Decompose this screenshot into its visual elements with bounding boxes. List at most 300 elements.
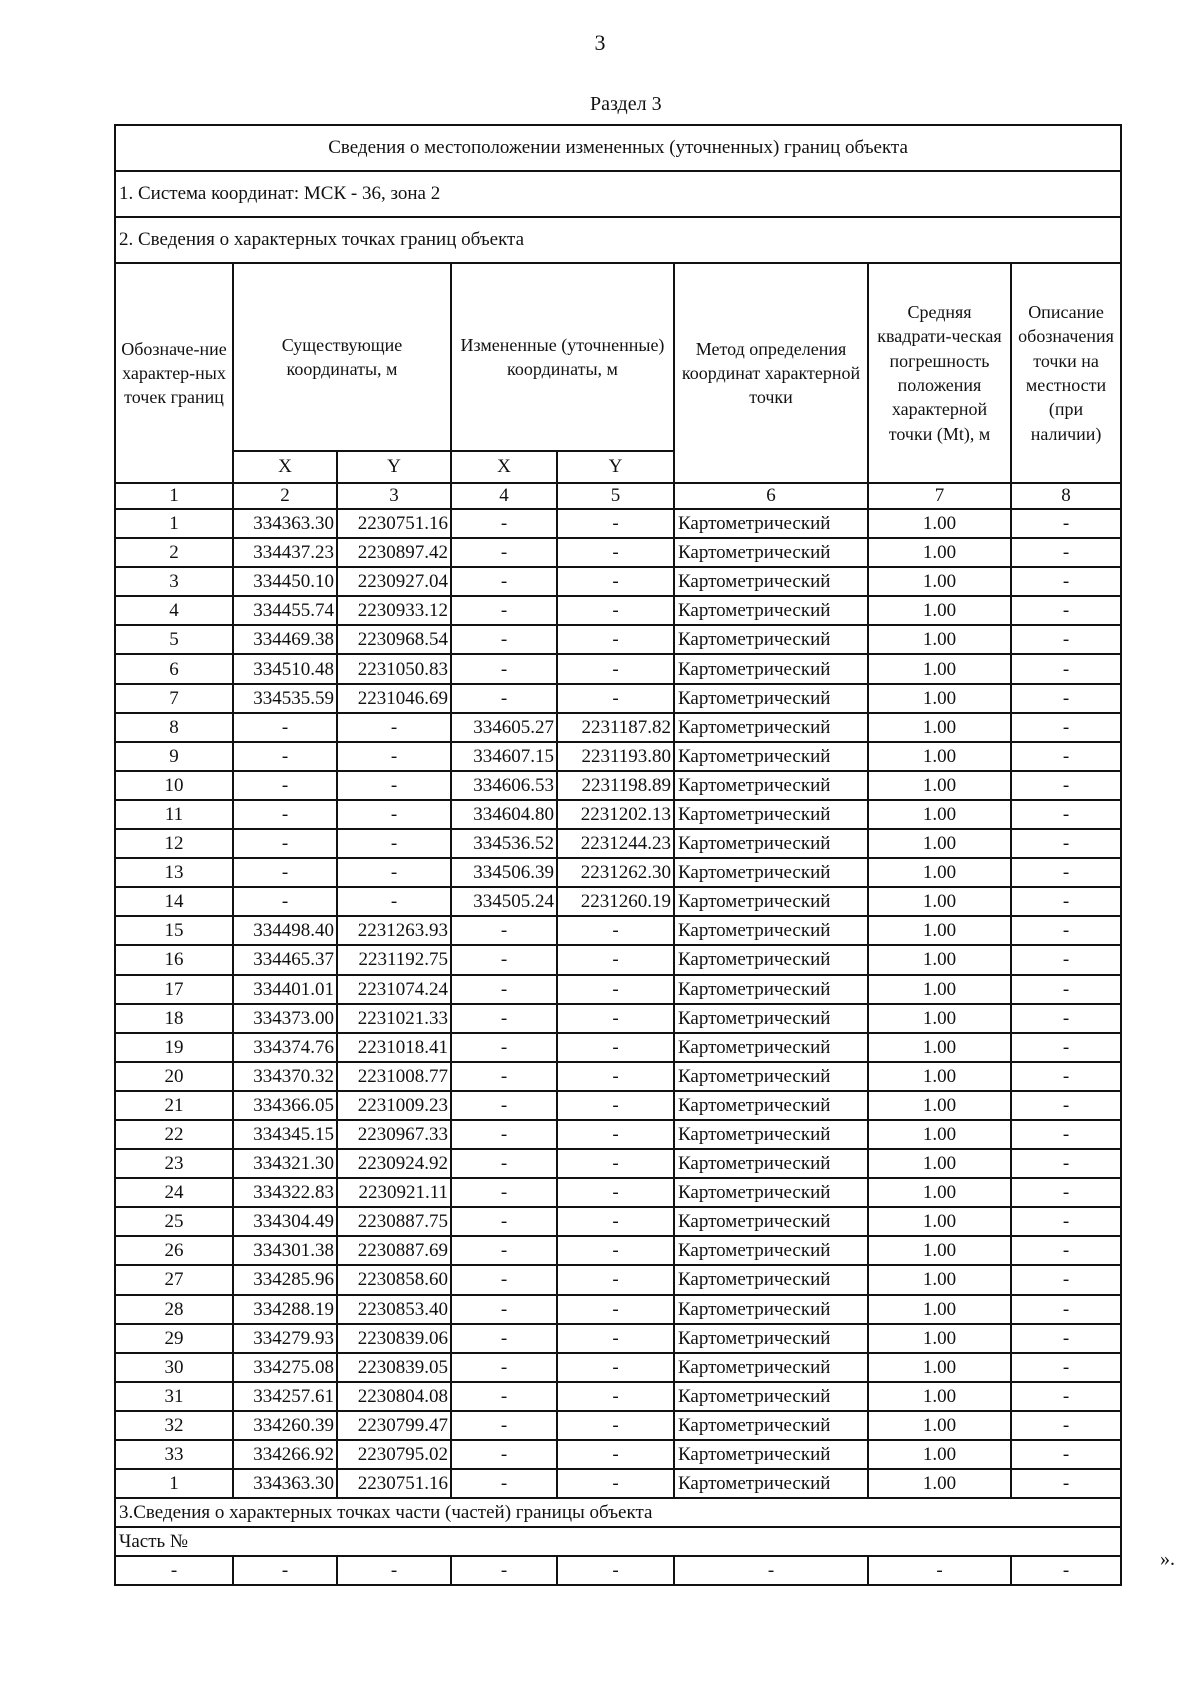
existing-y-cell: 2230799.47 [337,1411,451,1440]
point-id-cell: 2 [115,538,233,567]
method-cell: Картометрический [674,945,868,974]
changed-x-cell: - [451,1440,557,1469]
existing-y-cell: - [337,800,451,829]
error-cell: 1.00 [868,742,1011,771]
changed-x-cell: 334505.24 [451,887,557,916]
description-cell: - [1011,742,1121,771]
error-cell: 1.00 [868,1353,1011,1382]
description-cell: - [1011,771,1121,800]
changed-y-cell: - [557,975,674,1004]
changed-y-cell: - [557,625,674,654]
method-cell: Картометрический [674,1324,868,1353]
method-cell: Картометрический [674,1091,868,1120]
existing-x-cell: 334279.93 [233,1324,337,1353]
column-number: 7 [868,483,1011,509]
changed-y-cell: - [557,916,674,945]
existing-y-cell: - [337,829,451,858]
description-cell: - [1011,654,1121,683]
changed-y-cell: 2231198.89 [557,771,674,800]
changed-x-cell: - [451,1382,557,1411]
point-id-cell: 10 [115,771,233,800]
changed-x-cell: 334604.80 [451,800,557,829]
changed-y-cell: - [557,1265,674,1294]
existing-x-cell: - [233,858,337,887]
existing-x-cell: 334363.30 [233,1469,337,1498]
description-cell: - [1011,1324,1121,1353]
existing-y-cell: - [337,771,451,800]
description-cell: - [1011,1091,1121,1120]
description-cell: - [1011,829,1121,858]
existing-x-cell: 334288.19 [233,1295,337,1324]
existing-y-cell: 2230887.75 [337,1207,451,1236]
method-cell: Картометрический [674,800,868,829]
point-id-cell: 8 [115,713,233,742]
table-row [115,596,1121,625]
error-cell: 1.00 [868,858,1011,887]
table-row [115,1265,1121,1294]
changed-y-cell: 2231193.80 [557,742,674,771]
error-cell: 1.00 [868,654,1011,683]
point-id-cell: 13 [115,858,233,887]
header-existing-y: Y [337,451,451,483]
description-cell: - [1011,1120,1121,1149]
part-cell: - [674,1556,868,1585]
existing-y-cell: 2230933.12 [337,596,451,625]
description-cell: - [1011,1411,1121,1440]
point-id-cell: 5 [115,625,233,654]
description-cell: - [1011,1469,1121,1498]
point-id-cell: 29 [115,1324,233,1353]
part-cell: - [233,1556,337,1585]
method-cell: Картометрический [674,713,868,742]
description-cell: - [1011,1382,1121,1411]
table-row [115,713,1121,742]
method-cell: Картометрический [674,1382,868,1411]
method-cell: Картометрический [674,567,868,596]
method-cell: Картометрический [674,1411,868,1440]
description-cell: - [1011,567,1121,596]
changed-y-cell: 2231244.23 [557,829,674,858]
changed-x-cell: - [451,1411,557,1440]
changed-y-cell: 2231260.19 [557,887,674,916]
error-cell: 1.00 [868,1207,1011,1236]
changed-y-cell: - [557,509,674,538]
method-cell: Картометрический [674,742,868,771]
changed-y-cell: - [557,1469,674,1498]
description-cell: - [1011,1149,1121,1178]
existing-y-cell: 2230921.11 [337,1178,451,1207]
existing-x-cell: 334266.92 [233,1440,337,1469]
point-id-cell: 21 [115,1091,233,1120]
changed-x-cell: 334536.52 [451,829,557,858]
existing-y-cell: 2230853.40 [337,1295,451,1324]
existing-x-cell: - [233,829,337,858]
point-id-cell: 24 [115,1178,233,1207]
changed-y-cell: - [557,945,674,974]
coordinate-system: 1. Система координат: МСК - 36, зона 2 [115,171,1121,217]
changed-y-cell: - [557,1033,674,1062]
method-cell: Картометрический [674,654,868,683]
point-id-cell: 6 [115,654,233,683]
existing-x-cell: 334535.59 [233,684,337,713]
description-cell: - [1011,625,1121,654]
table-row [115,1236,1121,1265]
description-cell: - [1011,1178,1121,1207]
changed-x-cell: - [451,1120,557,1149]
changed-x-cell: - [451,1149,557,1178]
part-label: Часть № [115,1527,1121,1556]
error-cell: 1.00 [868,1120,1011,1149]
changed-x-cell: - [451,684,557,713]
error-cell: 1.00 [868,1469,1011,1498]
point-id-cell: 28 [115,1295,233,1324]
error-cell: 1.00 [868,975,1011,1004]
error-cell: 1.00 [868,1033,1011,1062]
error-cell: 1.00 [868,625,1011,654]
changed-y-cell: - [557,1411,674,1440]
table-row [115,742,1121,771]
point-id-cell: 1 [115,509,233,538]
point-id-cell: 12 [115,829,233,858]
method-cell: Картометрический [674,1178,868,1207]
point-id-cell: 20 [115,1062,233,1091]
error-cell: 1.00 [868,713,1011,742]
existing-x-cell: 334363.30 [233,509,337,538]
section-title: Раздел 3 [590,93,662,115]
changed-y-cell: - [557,1382,674,1411]
existing-x-cell: 334366.05 [233,1091,337,1120]
existing-x-cell: 334260.39 [233,1411,337,1440]
part-cell: - [337,1556,451,1585]
part-cell: - [557,1556,674,1585]
existing-y-cell: 2231074.24 [337,975,451,1004]
existing-y-cell: 2230751.16 [337,509,451,538]
method-cell: Картометрический [674,1207,868,1236]
changed-y-cell: - [557,538,674,567]
point-id-cell: 4 [115,596,233,625]
changed-y-cell: - [557,654,674,683]
description-cell: - [1011,975,1121,1004]
changed-x-cell: 334607.15 [451,742,557,771]
error-cell: 1.00 [868,916,1011,945]
changed-y-cell: - [557,1149,674,1178]
table-row [115,625,1121,654]
table-row [115,945,1121,974]
changed-y-cell: - [557,1062,674,1091]
method-cell: Картометрический [674,975,868,1004]
column-number: 6 [674,483,868,509]
method-cell: Картометрический [674,1295,868,1324]
table-row [115,509,1121,538]
changed-x-cell: - [451,538,557,567]
method-cell: Картометрический [674,509,868,538]
existing-x-cell: 334370.32 [233,1062,337,1091]
table-row [115,975,1121,1004]
existing-y-cell: - [337,713,451,742]
description-cell: - [1011,596,1121,625]
changed-y-cell: 2231202.13 [557,800,674,829]
point-id-cell: 22 [115,1120,233,1149]
point-id-cell: 19 [115,1033,233,1062]
point-id-cell: 7 [115,684,233,713]
existing-x-cell: - [233,800,337,829]
changed-x-cell: - [451,1295,557,1324]
description-cell: - [1011,538,1121,567]
header-changed-coords: Измененные (уточненные) координаты, м [451,263,674,451]
point-id-cell: 9 [115,742,233,771]
existing-x-cell: 334321.30 [233,1149,337,1178]
changed-y-cell: 2231262.30 [557,858,674,887]
changed-x-cell: - [451,509,557,538]
boundary-points-table [114,124,1122,1586]
table-row [115,887,1121,916]
description-cell: - [1011,1004,1121,1033]
description-cell: - [1011,684,1121,713]
changed-x-cell: - [451,916,557,945]
header-error: Средняя квадрати-ческая погрешность положения характерной точки (Mt), м [868,263,1011,483]
existing-y-cell: 2230751.16 [337,1469,451,1498]
description-cell: - [1011,1033,1121,1062]
changed-y-cell: - [557,684,674,713]
changed-y-cell: - [557,1324,674,1353]
table-row [115,654,1121,683]
column-number: 5 [557,483,674,509]
method-cell: Картометрический [674,625,868,654]
method-cell: Картометрический [674,1236,868,1265]
point-id-cell: 3 [115,567,233,596]
error-cell: 1.00 [868,509,1011,538]
existing-y-cell: 2231008.77 [337,1062,451,1091]
method-cell: Картометрический [674,1353,868,1382]
changed-x-cell: - [451,1353,557,1382]
changed-y-cell: - [557,1091,674,1120]
error-cell: 1.00 [868,1062,1011,1091]
existing-y-cell: 2230967.33 [337,1120,451,1149]
changed-y-cell: - [557,1178,674,1207]
existing-x-cell: 334469.38 [233,625,337,654]
column-number: 2 [233,483,337,509]
description-cell: - [1011,916,1121,945]
point-id-cell: 1 [115,1469,233,1498]
existing-x-cell: - [233,771,337,800]
method-cell: Картометрический [674,1265,868,1294]
description-cell: - [1011,1062,1121,1091]
changed-y-cell: 2231187.82 [557,713,674,742]
description-cell: - [1011,945,1121,974]
parts-heading: 3.Сведения о характерных точках части (частей) границы объекта [115,1498,1121,1527]
existing-y-cell: - [337,742,451,771]
existing-x-cell: - [233,713,337,742]
table-row [115,858,1121,887]
existing-x-cell: 334285.96 [233,1265,337,1294]
point-id-cell: 26 [115,1236,233,1265]
changed-x-cell: - [451,1207,557,1236]
changed-x-cell: - [451,1265,557,1294]
method-cell: Картометрический [674,1440,868,1469]
existing-y-cell: 2231050.83 [337,654,451,683]
existing-y-cell: 2231009.23 [337,1091,451,1120]
error-cell: 1.00 [868,684,1011,713]
changed-x-cell: - [451,1469,557,1498]
table-row [115,1469,1121,1498]
changed-x-cell: - [451,654,557,683]
point-id-cell: 23 [115,1149,233,1178]
points-heading: 2. Сведения о характерных точках границ объекта [115,217,1121,263]
existing-y-cell: 2230839.06 [337,1324,451,1353]
description-cell: - [1011,858,1121,887]
point-id-cell: 25 [115,1207,233,1236]
method-cell: Картометрический [674,858,868,887]
changed-x-cell: - [451,1236,557,1265]
existing-x-cell: 334498.40 [233,916,337,945]
error-cell: 1.00 [868,1411,1011,1440]
existing-x-cell: 334322.83 [233,1178,337,1207]
point-id-cell: 15 [115,916,233,945]
changed-x-cell: - [451,1033,557,1062]
description-cell: - [1011,1353,1121,1382]
existing-x-cell: 334450.10 [233,567,337,596]
error-cell: 1.00 [868,1295,1011,1324]
table-title: Сведения о местоположении измененных (уточненных) границ объекта [115,125,1121,171]
header-description: Описание обозначения точки на местности (при наличии) [1011,263,1121,483]
existing-y-cell: 2231021.33 [337,1004,451,1033]
changed-x-cell: 334506.39 [451,858,557,887]
error-cell: 1.00 [868,1004,1011,1033]
part-cell: - [451,1556,557,1585]
point-id-cell: 32 [115,1411,233,1440]
header-method: Метод определения координат характерной точки [674,263,868,483]
existing-x-cell: 334373.00 [233,1004,337,1033]
point-id-cell: 30 [115,1353,233,1382]
existing-y-cell: 2230968.54 [337,625,451,654]
changed-y-cell: - [557,596,674,625]
point-id-cell: 14 [115,887,233,916]
existing-y-cell: 2230858.60 [337,1265,451,1294]
table-row [115,1207,1121,1236]
existing-x-cell: 334257.61 [233,1382,337,1411]
changed-x-cell: - [451,1004,557,1033]
existing-y-cell: 2230839.05 [337,1353,451,1382]
changed-y-cell: - [557,1353,674,1382]
method-cell: Картометрический [674,1120,868,1149]
method-cell: Картометрический [674,538,868,567]
description-cell: - [1011,800,1121,829]
table-row [115,538,1121,567]
existing-x-cell: 334374.76 [233,1033,337,1062]
point-id-cell: 31 [115,1382,233,1411]
method-cell: Картометрический [674,684,868,713]
existing-y-cell: - [337,887,451,916]
table-row [115,1033,1121,1062]
changed-x-cell: 334605.27 [451,713,557,742]
existing-y-cell: 2231192.75 [337,945,451,974]
description-cell: - [1011,1440,1121,1469]
existing-y-cell: 2230897.42 [337,538,451,567]
header-existing-x: X [233,451,337,483]
error-cell: 1.00 [868,1440,1011,1469]
page-number: 3 [594,30,606,55]
existing-x-cell: 334437.23 [233,538,337,567]
table-row [115,829,1121,858]
header-changed-y: Y [557,451,674,483]
existing-x-cell: 334304.49 [233,1207,337,1236]
point-id-cell: 18 [115,1004,233,1033]
description-cell: - [1011,509,1121,538]
table-row [115,1120,1121,1149]
method-cell: Картометрический [674,1149,868,1178]
changed-x-cell: - [451,625,557,654]
method-cell: Картометрический [674,916,868,945]
method-cell: Картометрический [674,1062,868,1091]
table-row [115,1004,1121,1033]
changed-y-cell: - [557,1295,674,1324]
table-row [115,1062,1121,1091]
existing-y-cell: 2230795.02 [337,1440,451,1469]
description-cell: - [1011,887,1121,916]
existing-x-cell: 334455.74 [233,596,337,625]
description-cell: - [1011,1265,1121,1294]
method-cell: Картометрический [674,596,868,625]
error-cell: 1.00 [868,596,1011,625]
table-row [115,1353,1121,1382]
error-cell: 1.00 [868,567,1011,596]
method-cell: Картометрический [674,1033,868,1062]
existing-x-cell: 334401.01 [233,975,337,1004]
header-existing-coords: Существующие координаты, м [233,263,451,451]
table-row [115,567,1121,596]
point-id-cell: 11 [115,800,233,829]
table-row [115,1091,1121,1120]
table-row [115,1324,1121,1353]
description-cell: - [1011,1295,1121,1324]
changed-x-cell: - [451,596,557,625]
part-cell: - [1011,1556,1121,1585]
changed-y-cell: - [557,1120,674,1149]
error-cell: 1.00 [868,1091,1011,1120]
error-cell: 1.00 [868,1178,1011,1207]
existing-x-cell: - [233,887,337,916]
existing-x-cell: 334510.48 [233,654,337,683]
column-number: 1 [115,483,233,509]
table-row [115,1295,1121,1324]
changed-x-cell: - [451,1178,557,1207]
existing-y-cell: 2230887.69 [337,1236,451,1265]
error-cell: 1.00 [868,800,1011,829]
column-number: 8 [1011,483,1121,509]
table-row [115,684,1121,713]
description-cell: - [1011,713,1121,742]
point-id-cell: 33 [115,1440,233,1469]
method-cell: Картометрический [674,1469,868,1498]
header-changed-x: X [451,451,557,483]
point-id-cell: 16 [115,945,233,974]
changed-y-cell: - [557,1236,674,1265]
header-designation: Обозначе-ние характер-ных точек границ [115,263,233,483]
error-cell: 1.00 [868,1265,1011,1294]
method-cell: Картометрический [674,829,868,858]
description-cell: - [1011,1207,1121,1236]
point-id-cell: 17 [115,975,233,1004]
part-row [115,1556,1121,1585]
existing-x-cell: 334345.15 [233,1120,337,1149]
table-row [115,1178,1121,1207]
method-cell: Картометрический [674,771,868,800]
changed-x-cell: 334606.53 [451,771,557,800]
changed-y-cell: - [557,567,674,596]
error-cell: 1.00 [868,887,1011,916]
existing-y-cell: 2230927.04 [337,567,451,596]
point-id-cell: 27 [115,1265,233,1294]
